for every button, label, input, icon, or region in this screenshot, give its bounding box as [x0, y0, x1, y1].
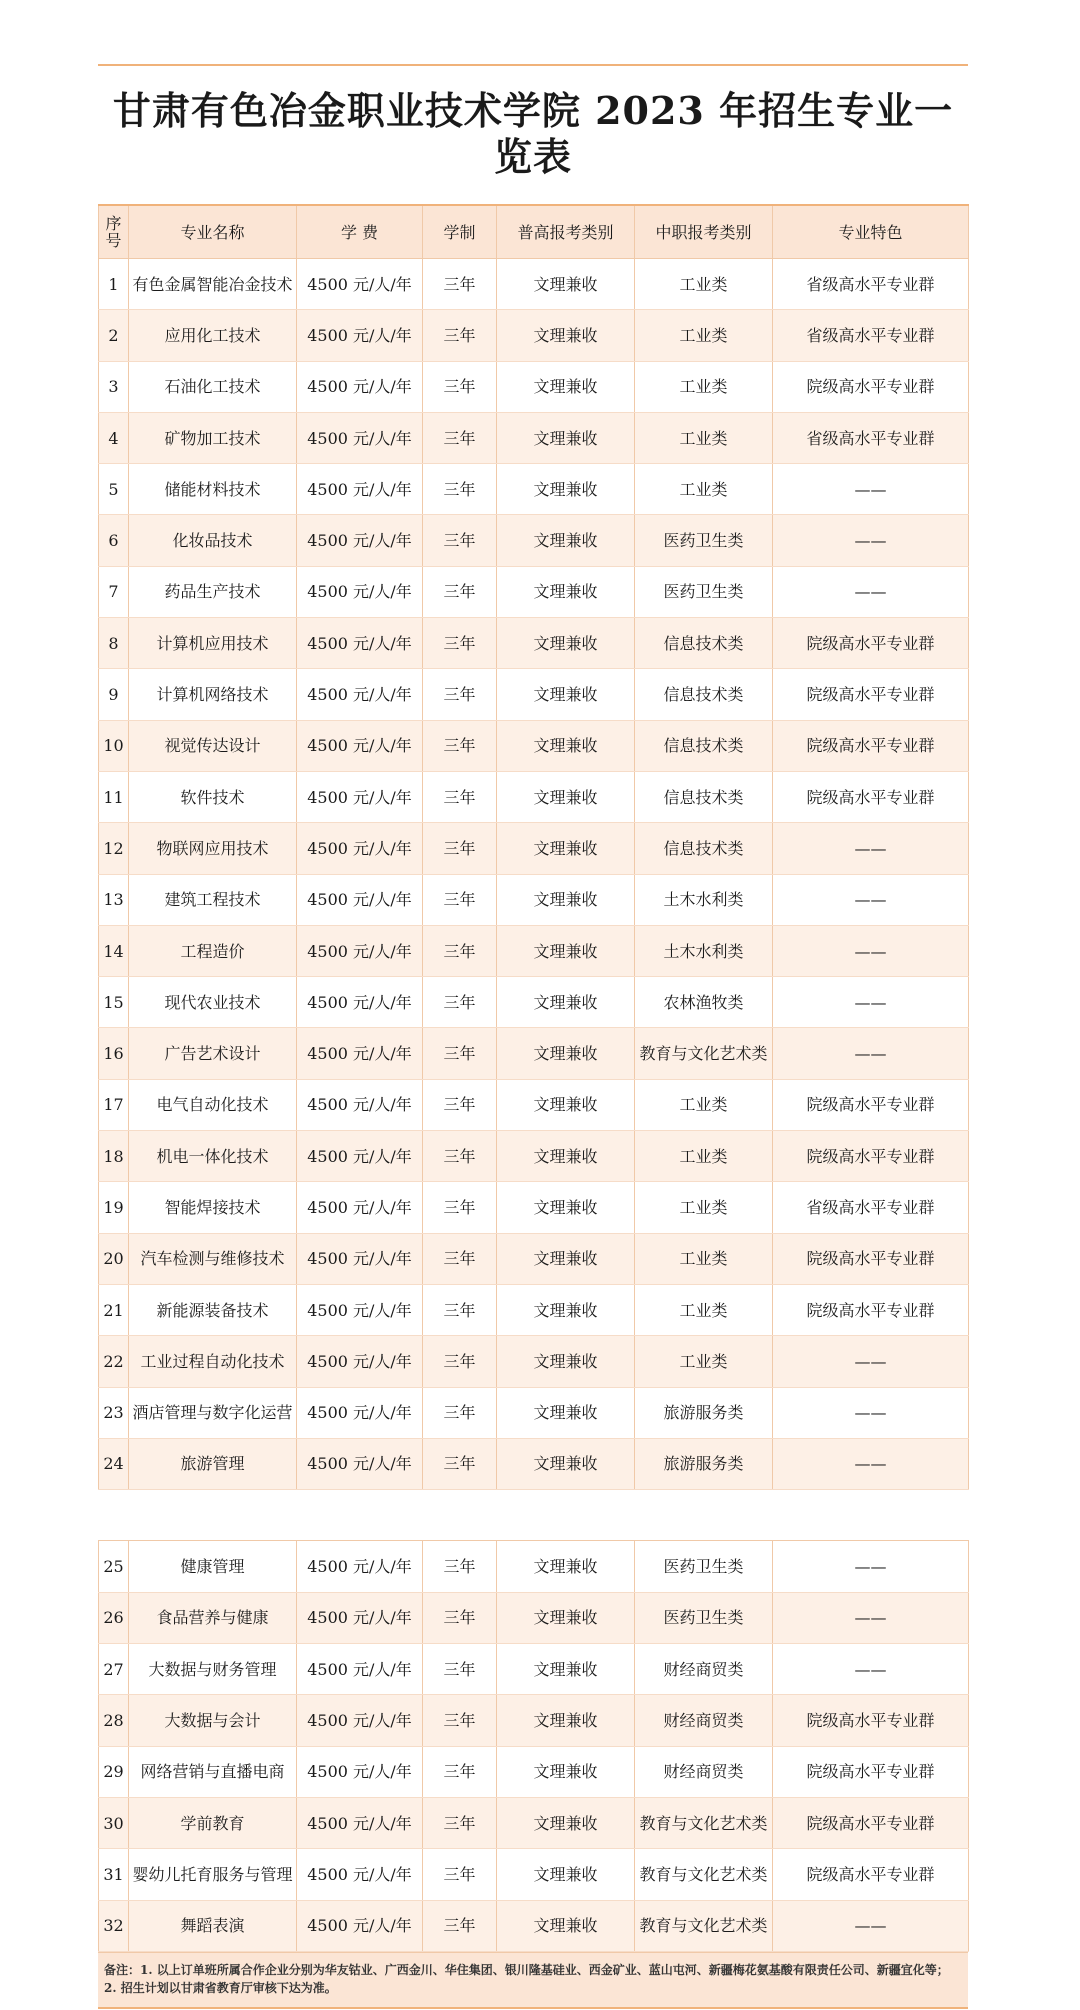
cell-duration: 三年	[423, 1592, 497, 1643]
cell-tuition: 4500 元/人/年	[297, 1336, 423, 1387]
cell-tuition: 4500 元/人/年	[297, 515, 423, 566]
cell-feature: ——	[773, 1592, 969, 1643]
cell-vocational-category: 工业类	[635, 1284, 773, 1335]
cell-major-name: 旅游管理	[129, 1438, 297, 1489]
cell-tuition: 4500 元/人/年	[297, 464, 423, 515]
table-row	[99, 1284, 969, 1335]
cell-index: 10	[99, 720, 129, 771]
cell-index: 17	[99, 1079, 129, 1130]
table-row	[99, 566, 969, 617]
cell-index: 8	[99, 618, 129, 669]
cell-tuition: 4500 元/人/年	[297, 823, 423, 874]
cell-index: 12	[99, 823, 129, 874]
cell-duration: 三年	[423, 669, 497, 720]
cell-tuition: 4500 元/人/年	[297, 1797, 423, 1848]
cell-feature: ——	[773, 515, 969, 566]
cell-major-name: 石油化工技术	[129, 361, 297, 412]
cell-index: 28	[99, 1695, 129, 1746]
header-vocational-category: 中职报考类别	[635, 205, 773, 259]
cell-general-category: 文理兼收	[497, 1387, 635, 1438]
header-general-category: 普高报考类别	[497, 205, 635, 259]
cell-duration: 三年	[423, 1849, 497, 1900]
cell-tuition: 4500 元/人/年	[297, 925, 423, 976]
cell-general-category: 文理兼收	[497, 1284, 635, 1335]
cell-vocational-category: 财经商贸类	[635, 1644, 773, 1695]
cell-vocational-category: 工业类	[635, 1079, 773, 1130]
cell-tuition: 4500 元/人/年	[297, 1592, 423, 1643]
header-index: 序号	[99, 205, 129, 259]
table-row	[99, 1746, 969, 1797]
cell-duration: 三年	[423, 771, 497, 822]
cell-general-category: 文理兼收	[497, 1131, 635, 1182]
cell-general-category: 文理兼收	[497, 1438, 635, 1489]
table-row	[99, 720, 969, 771]
cell-tuition: 4500 元/人/年	[297, 1541, 423, 1592]
cell-vocational-category: 工业类	[635, 1182, 773, 1233]
cell-general-category: 文理兼收	[497, 1592, 635, 1643]
cell-tuition: 4500 元/人/年	[297, 1028, 423, 1079]
table-row	[99, 874, 969, 925]
cell-index: 9	[99, 669, 129, 720]
cell-duration: 三年	[423, 925, 497, 976]
cell-tuition: 4500 元/人/年	[297, 259, 423, 310]
table-row	[99, 1131, 969, 1182]
cell-index: 18	[99, 1131, 129, 1182]
cell-feature: 院级高水平专业群	[773, 669, 969, 720]
cell-duration: 三年	[423, 1438, 497, 1489]
cell-feature: ——	[773, 874, 969, 925]
cell-feature: ——	[773, 1387, 969, 1438]
cell-vocational-category: 医药卫生类	[635, 515, 773, 566]
header-feature: 专业特色	[773, 205, 969, 259]
cell-feature: ——	[773, 1028, 969, 1079]
cell-feature: 院级高水平专业群	[773, 361, 969, 412]
cell-general-category: 文理兼收	[497, 361, 635, 412]
cell-vocational-category: 农林渔牧类	[635, 977, 773, 1028]
cell-tuition: 4500 元/人/年	[297, 1900, 423, 1951]
cell-index: 26	[99, 1592, 129, 1643]
table-row	[99, 1233, 969, 1284]
cell-feature: ——	[773, 566, 969, 617]
table-row	[99, 823, 969, 874]
cell-general-category: 文理兼收	[497, 464, 635, 515]
cell-duration: 三年	[423, 1746, 497, 1797]
cell-feature: ——	[773, 977, 969, 1028]
cell-major-name: 机电一体化技术	[129, 1131, 297, 1182]
cell-general-category: 文理兼收	[497, 412, 635, 463]
cell-feature: 院级高水平专业群	[773, 1695, 969, 1746]
cell-duration: 三年	[423, 310, 497, 361]
cell-major-name: 储能材料技术	[129, 464, 297, 515]
table-section-gap	[99, 1490, 969, 1541]
cell-tuition: 4500 元/人/年	[297, 1695, 423, 1746]
table-header-row	[99, 205, 969, 259]
header-major-name: 专业名称	[129, 205, 297, 259]
cell-index: 29	[99, 1746, 129, 1797]
cell-feature: ——	[773, 1438, 969, 1489]
cell-feature: ——	[773, 464, 969, 515]
cell-general-category: 文理兼收	[497, 1079, 635, 1130]
cell-major-name: 酒店管理与数字化运营	[129, 1387, 297, 1438]
cell-general-category: 文理兼收	[497, 618, 635, 669]
cell-tuition: 4500 元/人/年	[297, 1746, 423, 1797]
cell-tuition: 4500 元/人/年	[297, 1233, 423, 1284]
cell-duration: 三年	[423, 720, 497, 771]
cell-tuition: 4500 元/人/年	[297, 310, 423, 361]
cell-major-name: 新能源装备技术	[129, 1284, 297, 1335]
cell-tuition: 4500 元/人/年	[297, 771, 423, 822]
table-row	[99, 1182, 969, 1233]
table-row	[99, 1336, 969, 1387]
cell-tuition: 4500 元/人/年	[297, 1131, 423, 1182]
cell-vocational-category: 工业类	[635, 1336, 773, 1387]
table-row	[99, 618, 969, 669]
cell-index: 27	[99, 1644, 129, 1695]
table-row	[99, 310, 969, 361]
cell-general-category: 文理兼收	[497, 771, 635, 822]
table-row	[99, 1028, 969, 1079]
cell-index: 19	[99, 1182, 129, 1233]
table-row	[99, 1541, 969, 1592]
cell-duration: 三年	[423, 464, 497, 515]
cell-duration: 三年	[423, 1644, 497, 1695]
cell-tuition: 4500 元/人/年	[297, 1849, 423, 1900]
cell-major-name: 矿物加工技术	[129, 412, 297, 463]
cell-feature: 院级高水平专业群	[773, 1797, 969, 1848]
cell-tuition: 4500 元/人/年	[297, 566, 423, 617]
cell-duration: 三年	[423, 1028, 497, 1079]
cell-index: 31	[99, 1849, 129, 1900]
cell-duration: 三年	[423, 1387, 497, 1438]
cell-index: 6	[99, 515, 129, 566]
cell-vocational-category: 旅游服务类	[635, 1387, 773, 1438]
cell-index: 23	[99, 1387, 129, 1438]
cell-major-name: 健康管理	[129, 1541, 297, 1592]
cell-feature: ——	[773, 1900, 969, 1951]
cell-vocational-category: 信息技术类	[635, 823, 773, 874]
table-row	[99, 1797, 969, 1848]
cell-general-category: 文理兼收	[497, 515, 635, 566]
cell-general-category: 文理兼收	[497, 1644, 635, 1695]
cell-vocational-category: 信息技术类	[635, 720, 773, 771]
cell-duration: 三年	[423, 977, 497, 1028]
cell-index: 30	[99, 1797, 129, 1848]
cell-major-name: 学前教育	[129, 1797, 297, 1848]
cell-general-category: 文理兼收	[497, 1797, 635, 1848]
cell-vocational-category: 医药卫生类	[635, 1592, 773, 1643]
table-row	[99, 977, 969, 1028]
cell-major-name: 大数据与会计	[129, 1695, 297, 1746]
cell-feature: 院级高水平专业群	[773, 1131, 969, 1182]
cell-major-name: 网络营销与直播电商	[129, 1746, 297, 1797]
cell-major-name: 工业过程自动化技术	[129, 1336, 297, 1387]
cell-general-category: 文理兼收	[497, 1695, 635, 1746]
cell-tuition: 4500 元/人/年	[297, 977, 423, 1028]
cell-feature: 院级高水平专业群	[773, 771, 969, 822]
cell-general-category: 文理兼收	[497, 977, 635, 1028]
cell-vocational-category: 工业类	[635, 361, 773, 412]
cell-general-category: 文理兼收	[497, 874, 635, 925]
gap-cell	[99, 1490, 969, 1541]
cell-feature: ——	[773, 1644, 969, 1695]
cell-index: 14	[99, 925, 129, 976]
cell-vocational-category: 工业类	[635, 464, 773, 515]
cell-tuition: 4500 元/人/年	[297, 618, 423, 669]
cell-vocational-category: 信息技术类	[635, 618, 773, 669]
header-duration: 学制	[423, 205, 497, 259]
cell-tuition: 4500 元/人/年	[297, 1284, 423, 1335]
cell-feature: 院级高水平专业群	[773, 1233, 969, 1284]
cell-major-name: 汽车检测与维修技术	[129, 1233, 297, 1284]
footnote: 备注：1. 以上订单班所属合作企业分别为华友钴业、广西金川、华住集团、银川隆基硅业、西金矿业、蓝山屯河、新疆梅花氨基酸有限责任公司、新疆宜化等； 2. 招生计划以甘肃省教育厅审核下达为准。	[98, 1952, 968, 2009]
cell-duration: 三年	[423, 1233, 497, 1284]
cell-index: 3	[99, 361, 129, 412]
cell-tuition: 4500 元/人/年	[297, 669, 423, 720]
cell-feature: 省级高水平专业群	[773, 1182, 969, 1233]
header-tuition: 学 费	[297, 205, 423, 259]
cell-general-category: 文理兼收	[497, 1541, 635, 1592]
cell-feature: 院级高水平专业群	[773, 618, 969, 669]
table-row	[99, 1695, 969, 1746]
cell-index: 13	[99, 874, 129, 925]
cell-duration: 三年	[423, 1797, 497, 1848]
cell-major-name: 软件技术	[129, 771, 297, 822]
cell-duration: 三年	[423, 1284, 497, 1335]
cell-vocational-category: 教育与文化艺术类	[635, 1849, 773, 1900]
cell-general-category: 文理兼收	[497, 1028, 635, 1079]
cell-vocational-category: 工业类	[635, 1233, 773, 1284]
cell-general-category: 文理兼收	[497, 1849, 635, 1900]
cell-major-name: 工程造价	[129, 925, 297, 976]
cell-vocational-category: 工业类	[635, 259, 773, 310]
cell-general-category: 文理兼收	[497, 1182, 635, 1233]
cell-vocational-category: 工业类	[635, 1131, 773, 1182]
cell-index: 22	[99, 1336, 129, 1387]
cell-duration: 三年	[423, 823, 497, 874]
cell-tuition: 4500 元/人/年	[297, 1079, 423, 1130]
cell-duration: 三年	[423, 1541, 497, 1592]
cell-tuition: 4500 元/人/年	[297, 1438, 423, 1489]
cell-feature: 院级高水平专业群	[773, 1284, 969, 1335]
cell-tuition: 4500 元/人/年	[297, 1182, 423, 1233]
cell-major-name: 物联网应用技术	[129, 823, 297, 874]
cell-duration: 三年	[423, 1182, 497, 1233]
cell-index: 15	[99, 977, 129, 1028]
cell-general-category: 文理兼收	[497, 925, 635, 976]
cell-general-category: 文理兼收	[497, 1746, 635, 1797]
cell-vocational-category: 信息技术类	[635, 771, 773, 822]
cell-major-name: 大数据与财务管理	[129, 1644, 297, 1695]
cell-feature: 院级高水平专业群	[773, 720, 969, 771]
cell-feature: 省级高水平专业群	[773, 412, 969, 463]
cell-index: 7	[99, 566, 129, 617]
cell-duration: 三年	[423, 1079, 497, 1130]
cell-feature: ——	[773, 925, 969, 976]
cell-major-name: 计算机应用技术	[129, 618, 297, 669]
cell-vocational-category: 财经商贸类	[635, 1746, 773, 1797]
table-row	[99, 464, 969, 515]
cell-vocational-category: 教育与文化艺术类	[635, 1028, 773, 1079]
cell-duration: 三年	[423, 618, 497, 669]
cell-duration: 三年	[423, 361, 497, 412]
table-row	[99, 515, 969, 566]
cell-duration: 三年	[423, 1900, 497, 1951]
cell-tuition: 4500 元/人/年	[297, 1644, 423, 1695]
cell-tuition: 4500 元/人/年	[297, 720, 423, 771]
cell-major-name: 药品生产技术	[129, 566, 297, 617]
table-row	[99, 925, 969, 976]
cell-feature: ——	[773, 1336, 969, 1387]
cell-tuition: 4500 元/人/年	[297, 361, 423, 412]
cell-major-name: 建筑工程技术	[129, 874, 297, 925]
cell-feature: 省级高水平专业群	[773, 259, 969, 310]
cell-vocational-category: 旅游服务类	[635, 1438, 773, 1489]
cell-duration: 三年	[423, 412, 497, 463]
cell-index: 11	[99, 771, 129, 822]
cell-tuition: 4500 元/人/年	[297, 412, 423, 463]
cell-index: 24	[99, 1438, 129, 1489]
cell-index: 16	[99, 1028, 129, 1079]
cell-index: 5	[99, 464, 129, 515]
cell-general-category: 文理兼收	[497, 310, 635, 361]
cell-vocational-category: 信息技术类	[635, 669, 773, 720]
cell-index: 32	[99, 1900, 129, 1951]
majors-table	[98, 204, 969, 1952]
cell-index: 21	[99, 1284, 129, 1335]
cell-vocational-category: 教育与文化艺术类	[635, 1900, 773, 1951]
table-row	[99, 1079, 969, 1130]
cell-feature: 院级高水平专业群	[773, 1849, 969, 1900]
cell-feature: 院级高水平专业群	[773, 1079, 969, 1130]
cell-major-name: 智能焊接技术	[129, 1182, 297, 1233]
table-row	[99, 1644, 969, 1695]
cell-feature: ——	[773, 1541, 969, 1592]
page-title: 甘肃有色冶金职业技术学院 2023 年招生专业一览表	[112, 88, 954, 179]
cell-duration: 三年	[423, 515, 497, 566]
table-row	[99, 1900, 969, 1951]
cell-vocational-category: 工业类	[635, 310, 773, 361]
cell-duration: 三年	[423, 1695, 497, 1746]
cell-major-name: 视觉传达设计	[129, 720, 297, 771]
cell-vocational-category: 土木水利类	[635, 874, 773, 925]
cell-tuition: 4500 元/人/年	[297, 1387, 423, 1438]
cell-index: 20	[99, 1233, 129, 1284]
cell-general-category: 文理兼收	[497, 1336, 635, 1387]
cell-major-name: 食品营养与健康	[129, 1592, 297, 1643]
cell-feature: ——	[773, 823, 969, 874]
cell-index: 25	[99, 1541, 129, 1592]
cell-index: 2	[99, 310, 129, 361]
cell-major-name: 广告艺术设计	[129, 1028, 297, 1079]
cell-feature: 省级高水平专业群	[773, 310, 969, 361]
cell-major-name: 应用化工技术	[129, 310, 297, 361]
table-row	[99, 669, 969, 720]
cell-general-category: 文理兼收	[497, 1233, 635, 1284]
cell-major-name: 有色金属智能冶金技术	[129, 259, 297, 310]
table-row	[99, 259, 969, 310]
table-row	[99, 361, 969, 412]
cell-general-category: 文理兼收	[497, 720, 635, 771]
cell-duration: 三年	[423, 1131, 497, 1182]
cell-vocational-category: 土木水利类	[635, 925, 773, 976]
cell-vocational-category: 医药卫生类	[635, 566, 773, 617]
table-row	[99, 1438, 969, 1489]
cell-index: 1	[99, 259, 129, 310]
cell-feature: 院级高水平专业群	[773, 1746, 969, 1797]
cell-major-name: 婴幼儿托育服务与管理	[129, 1849, 297, 1900]
table-row	[99, 1849, 969, 1900]
table-row	[99, 1387, 969, 1438]
cell-vocational-category: 财经商贸类	[635, 1695, 773, 1746]
cell-vocational-category: 工业类	[635, 412, 773, 463]
cell-index: 4	[99, 412, 129, 463]
cell-duration: 三年	[423, 874, 497, 925]
table-row	[99, 1592, 969, 1643]
table-row	[99, 771, 969, 822]
table-row	[99, 412, 969, 463]
cell-major-name: 电气自动化技术	[129, 1079, 297, 1130]
cell-major-name: 舞蹈表演	[129, 1900, 297, 1951]
cell-general-category: 文理兼收	[497, 259, 635, 310]
cell-general-category: 文理兼收	[497, 823, 635, 874]
cell-duration: 三年	[423, 1336, 497, 1387]
cell-major-name: 现代农业技术	[129, 977, 297, 1028]
cell-general-category: 文理兼收	[497, 566, 635, 617]
cell-general-category: 文理兼收	[497, 1900, 635, 1951]
cell-tuition: 4500 元/人/年	[297, 874, 423, 925]
cell-general-category: 文理兼收	[497, 669, 635, 720]
cell-duration: 三年	[423, 566, 497, 617]
document-page	[98, 64, 968, 2009]
cell-vocational-category: 医药卫生类	[635, 1541, 773, 1592]
cell-vocational-category: 教育与文化艺术类	[635, 1797, 773, 1848]
cell-major-name: 计算机网络技术	[129, 669, 297, 720]
cell-duration: 三年	[423, 259, 497, 310]
cell-major-name: 化妆品技术	[129, 515, 297, 566]
